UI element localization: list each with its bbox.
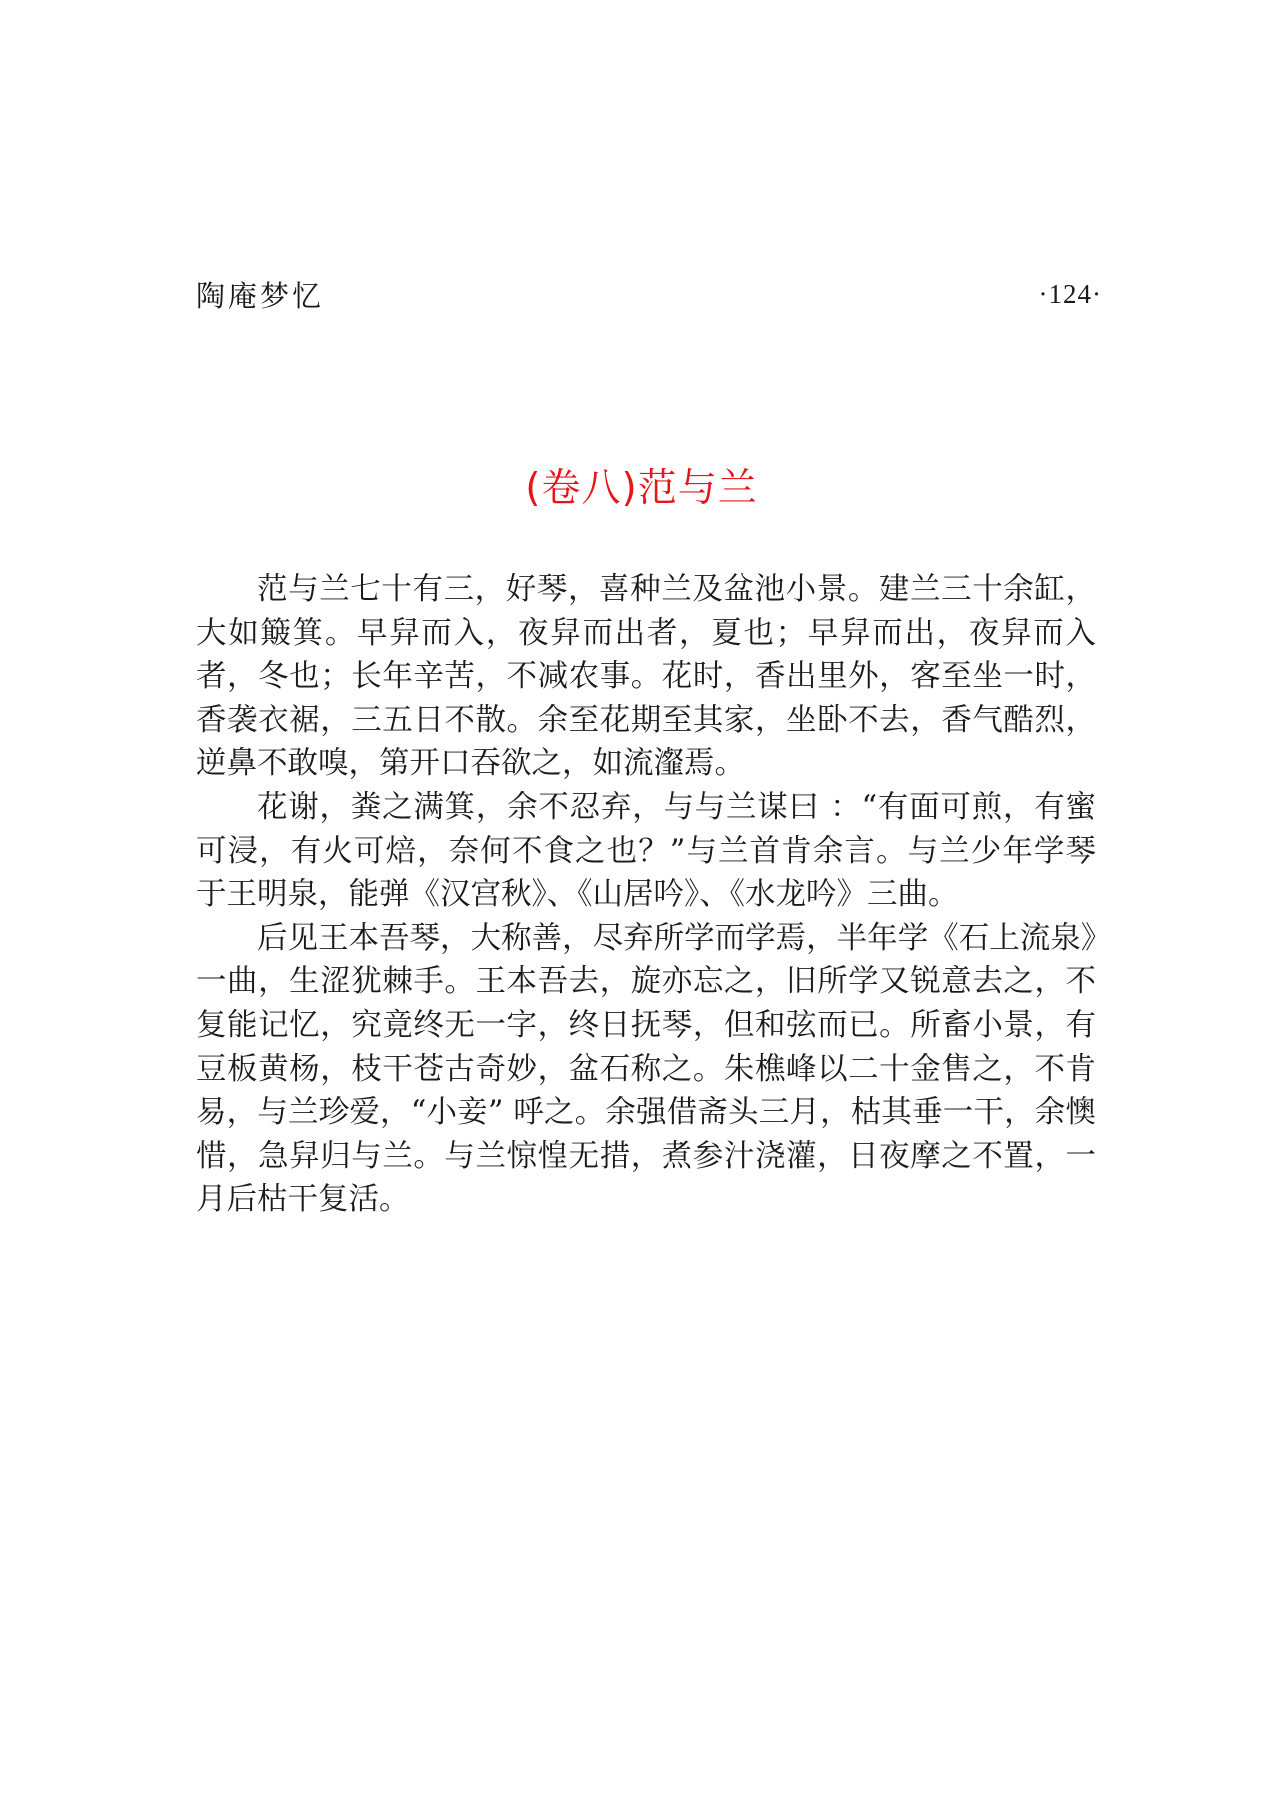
- book-title: 陶庵梦忆: [196, 278, 325, 313]
- running-head: [196, 272, 1102, 316]
- chapter-title: (卷八)范与兰: [525, 466, 758, 511]
- paragraph: 花谢，粪之满箕，余不忍弃，与与兰谋曰 ：“有面可煎，有蜜可浸，有火可焙，奈何不食之也？”与兰首肯余言。与兰少年学琴于王明泉，能弹《汉宫秋》、《山居吟》、《水龙吟》三曲。: [196, 789, 1096, 913]
- page-number: ·124·: [1038, 278, 1102, 309]
- paragraph: 后见王本吾琴，大称善，尽弃所学而学焉，半年学《石上流泉》一曲，生涩犹棘手。王本吾去，旋亦忘之，旧所学又锐意去之，不复能记忆，究竟终无一字，终日抚琴，但和弦而已。所畜小景，有豆板黄杨，枝干苍古奇妙，盆石称之。朱樵峰以二十金售之，不肯易，与兰珍爱，“小妾” 呼之。余强借斋头三月，枯其垂一干，余懊惜，急舁归与兰。与兰惊惶无措，煮参汁浇灌，日夜摩之不置，一月后枯干复活。: [196, 920, 1096, 1218]
- body-text: [196, 568, 1096, 1222]
- paragraph: 范与兰七十有三，好琴，喜种兰及盆池小景。建兰三十余缸，大如簸箕。早舁而入，夜舁而出者，夏也；早舁而出，夜舁而入者，冬也；长年辛苦，不减农事。花时，香出里外，客至坐一时，香袭衣裾，三五日不散。余至花期至其家，坐卧不去，香气酷烈，逆鼻不敢嗅，第开口吞欲之，如流瀣焉。: [196, 572, 1096, 782]
